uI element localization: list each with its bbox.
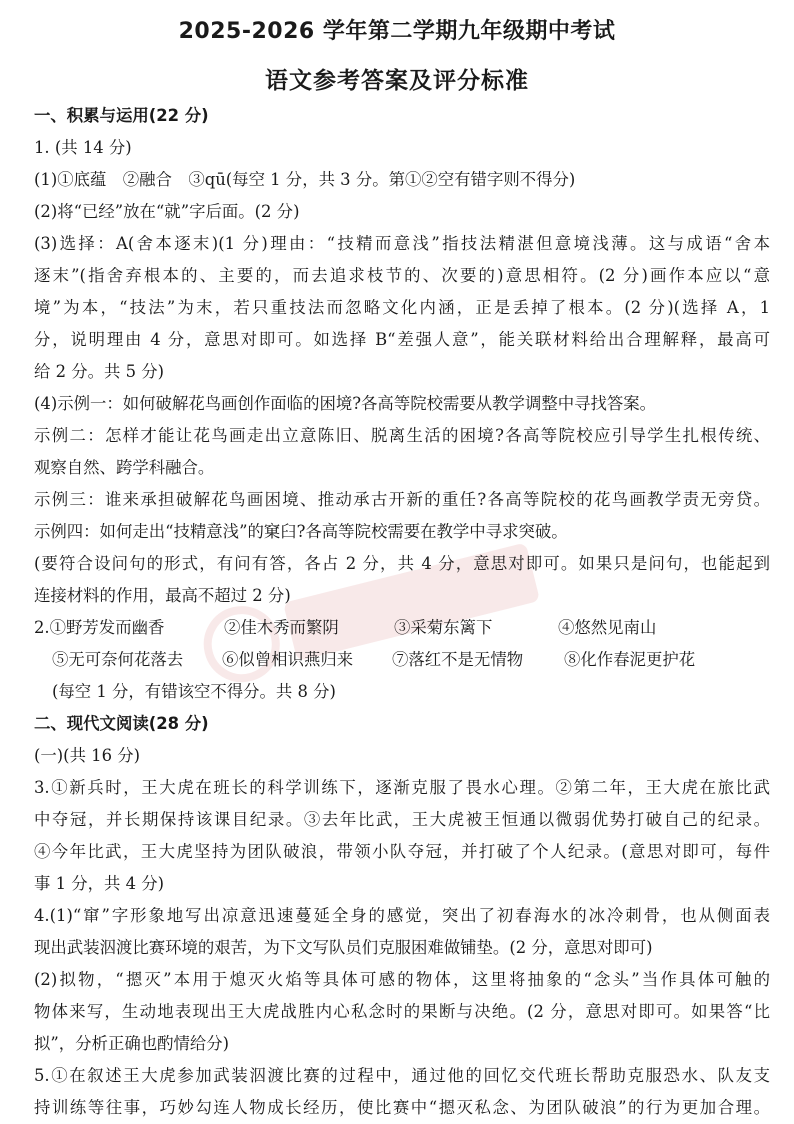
exam-subtitle: 语文参考答案及评分标准 xyxy=(265,68,529,94)
answer-line: 逐末”(指舍弃根本的、主要的，而去追求枝节的、次要的)意思相符。(2 分)画作本应以“意 xyxy=(34,266,770,285)
part-label: (一)(共 16 分) xyxy=(34,746,141,765)
answer-line: (3)选择：A(舍本逐末)(1 分)理由：“技精而意浅”指技法精湛但意境浅薄。这与成语“舍本 xyxy=(34,234,770,253)
section-heading: 一、积累与运用(22 分) xyxy=(34,106,209,125)
answer-line: 3.①新兵时，王大虎在班长的科学训练下，逐渐克服了畏水心理。②第二年，王大虎在旅比武 xyxy=(34,778,770,797)
answer-line: (1)①底蕴 ②融合 ③qū(每空 1 分，共 3 分。第①②空有错字则不得分) xyxy=(34,170,576,189)
answer-line: 观察自然、跨学科融合。 xyxy=(34,458,215,477)
exam-title: 2025-2026 学年第二学期九年级期中考试 xyxy=(178,19,616,44)
answer-line: ④今年比武，王大虎坚持为团队破浪，带领小队夺冠，并打破了个人纪录。(意思对即可，每件 xyxy=(34,842,770,861)
answer-line: 物体来写，生动地表现出王大虎战胜内心私念时的果断与决绝。(2 分，意思对即可。如果答“比 xyxy=(34,1002,770,1021)
poem-blank: ④悠然见南山 xyxy=(558,618,657,637)
answer-line: 给 2 分。共 5 分) xyxy=(34,362,165,381)
answer-line: 中夺冠，并长期保持该课目纪录。③去年比武，王大虎被王恒通以微弱优势打破自己的纪录。 xyxy=(34,810,770,829)
answer-line: 连接材料的作用，最高不超过 2 分) xyxy=(34,586,291,605)
answer-line: 示例四：如何走出“技精意浅”的窠臼?各高等院校需要在教学中寻求突破。 xyxy=(34,522,568,541)
answer-content xyxy=(34,100,770,1124)
answer-line: (4)示例一：如何破解花鸟画创作面临的困境?各高等院校需要从教学调整中寻找答案。 xyxy=(34,394,657,413)
answer-line: 现出武装泅渡比赛环境的艰苦，为下文写队员们克服困难做铺垫。(2 分，意思对即可) xyxy=(34,938,653,957)
answer-line: 持训练等往事，巧妙勾连人物成长经历，使比赛中“摁灭私念、为团队破浪”的行为更加合理。 xyxy=(34,1098,770,1117)
poem-blank: ⑥似曾相识燕归来 xyxy=(222,650,354,669)
answer-line: 事 1 分，共 4 分) xyxy=(34,874,165,893)
answer-line: 4.(1)“窜”字形象地写出凉意迅速蔓延全身的感觉，突出了初春海水的冰冷刺骨，也从侧面表 xyxy=(34,906,770,925)
answer-line: (2)拟物，“摁灭”本用于熄灭火焰等具体可感的物体，这里将抽象的“念头”当作具体可触的 xyxy=(34,970,770,989)
poem-blank: ③采菊东篱下 xyxy=(394,618,493,637)
answer-line: 境”为本，“技法”为末，若只重技法而忽略文化内涵，正是丢掉了根本。(2 分)(选择 A，1 xyxy=(34,298,770,317)
poem-blank: 2.①野芳发而幽香 xyxy=(34,618,165,637)
poem-row-1 xyxy=(34,612,770,644)
poem-blank: ⑧化作春泥更护花 xyxy=(564,650,696,669)
poem-blank: ⑦落红不是无情物 xyxy=(392,650,524,669)
answer-line: 拟”，分析正确也酌情给分) xyxy=(34,1034,230,1053)
poem-blank: ⑤无可奈何花落去 xyxy=(52,650,184,669)
answer-line: (2)将“已经”放在“就”字后面。(2 分) xyxy=(34,202,300,221)
answer-line: 5.①在叙述王大虎参加武装泅渡比赛的过程中，通过他的回忆交代班长帮助克服恐水、队友支 xyxy=(34,1066,770,1085)
section-heading: 二、现代文阅读(28 分) xyxy=(34,714,209,733)
answer-line: (要符合设问句的形式，有问有答，各占 2 分，共 4 分，意思对即可。如果只是问句，也能起到 xyxy=(34,554,770,573)
poem-row-2 xyxy=(34,644,770,676)
answer-note: (每空 1 分，有错该空不得分。共 8 分) xyxy=(52,682,336,701)
question-intro: 1. (共 14 分) xyxy=(34,138,132,157)
answer-line: 分，说明理由 4 分，意思对即可。如选择 B“差强人意”，能关联材料给出合理解释，最高可 xyxy=(34,330,770,349)
answer-line: 示例二：怎样才能让花鸟画走出立意陈旧、脱离生活的困境?各高等院校应引导学生扎根传统、 xyxy=(34,426,770,445)
answer-line: 示例三：谁来承担破解花鸟画困境、推动承古开新的重任?各高等院校的花鸟画教学责无旁贷。 xyxy=(34,490,770,509)
poem-blank: ②佳木秀而繁阴 xyxy=(224,618,339,637)
